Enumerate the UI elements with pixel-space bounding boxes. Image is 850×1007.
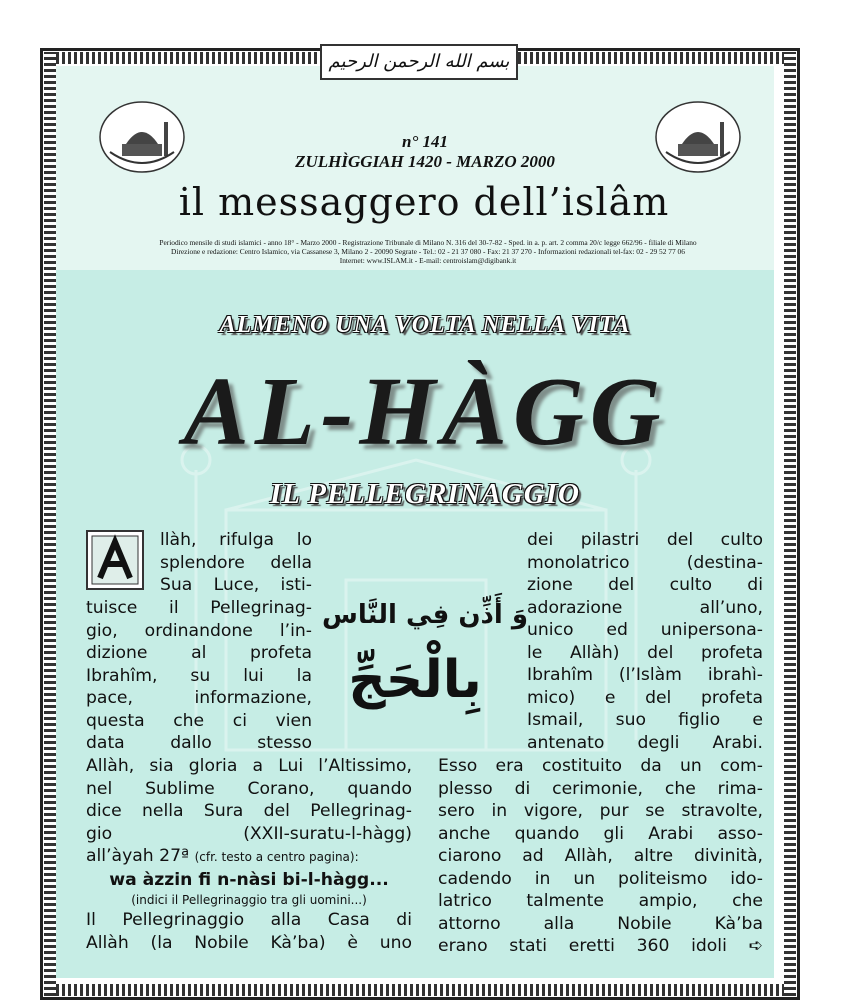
transliteration: wa àzzin fi n-nàsi bi-l-hàgg... xyxy=(109,869,389,890)
imprint-line: Periodico mensile di studi islamici - anno 18° - Marzo 2000 - Registrazione Tribunale di Milano N. 316 del 30-7-82 - Sped. in a. p. art. 2 comma 20/c legge 662/96 - filiale di Milano xyxy=(159,238,697,247)
text-line: erano stati eretti 360 idoli ➪ xyxy=(438,936,763,956)
kicker: ALMENO UNA VOLTA NELLA VITA xyxy=(219,312,631,338)
text-line: tuisce il Pellegrinag- xyxy=(86,598,312,618)
text-line: Ibrahîm (l’Islàm ibrahì- xyxy=(527,665,763,685)
text-line: dizione al profeta xyxy=(86,643,312,663)
text-line: attorno alla Nobile Kà’ba xyxy=(438,913,763,934)
col-right-top xyxy=(527,529,763,754)
imprint-line: Internet: www.ISLAM.it - E-mail: centroislam@digibank.it xyxy=(339,256,517,265)
text-line: dei pilastri del culto xyxy=(527,530,763,550)
text-line: dice nella Sura del Pellegrinag- xyxy=(86,801,412,821)
basmala: بسم الله الرحمن الرحيم xyxy=(320,44,518,80)
text-line: mico) e del profeta xyxy=(527,687,763,708)
text-line: sero in vigore, pur se stravolte, xyxy=(438,801,763,821)
text-line: antenato degli Arabi. xyxy=(527,732,763,753)
text-line xyxy=(86,845,412,869)
text-line: latrico talmente ampio, che xyxy=(438,891,763,911)
col-right-bottom xyxy=(438,755,763,958)
text-line: plesso di cerimonie, che rima- xyxy=(438,778,763,799)
text-line: Allàh, sia gloria a Lui l’Altissimo, xyxy=(86,756,412,776)
text-line: Allàh (la Nobile Kà’ba) è uno xyxy=(86,932,412,953)
border-bottom xyxy=(44,984,796,996)
text-line: Sua Luce, isti- xyxy=(160,575,312,595)
ayah-ref: all’àyah 27ª xyxy=(86,846,190,866)
issue-number: n° 141 xyxy=(401,132,448,151)
col-left-top xyxy=(160,529,312,597)
border-right xyxy=(784,52,796,996)
text-line: data dallo stesso xyxy=(86,733,312,753)
text-line: nel Sublime Corano, quando xyxy=(86,778,412,799)
text-line: anche quando gli Arabi asso- xyxy=(438,823,763,844)
text-line: questa che ci vien xyxy=(86,710,312,731)
text-line: le Allàh) del profeta xyxy=(527,642,763,663)
text-line: ciarono ad Allàh, altre divinità, xyxy=(438,846,763,866)
text-line: Il Pellegrinaggio alla Casa di xyxy=(86,910,412,930)
text-line: Ismail, suo figlio e xyxy=(527,710,763,730)
col-left-bottom xyxy=(86,755,412,954)
initial-a-icon xyxy=(86,530,144,590)
text-line: Ibrahîm, su lui la xyxy=(86,665,312,686)
text-line: cadendo in un politeismo ido- xyxy=(438,868,763,889)
text-line: splendore della xyxy=(160,552,312,573)
text-line: Esso era costituito da un com- xyxy=(438,756,763,776)
masthead: il messaggero dell’islâm xyxy=(178,180,670,224)
text-line: llàh, rifulga lo xyxy=(160,530,312,550)
article-subtitle: IL PELLEGRINAGGIO xyxy=(270,478,580,510)
article-title: AL-HÀGG xyxy=(183,358,667,466)
arabic-verse-line2: بِالْحَجِّ xyxy=(348,650,482,710)
text-line: gio, ordinandone l’in- xyxy=(86,620,312,641)
arabic-verse-line1: وَ أَذِّن فِي النَّاس xyxy=(321,600,528,630)
border-left xyxy=(44,52,56,996)
text-line: unico ed unipersona- xyxy=(527,620,763,640)
text-line: monolatrico (destina- xyxy=(527,552,763,573)
ref-note: (cfr. testo a centro pagina): xyxy=(194,850,359,864)
text-line: pace, informazione, xyxy=(86,688,312,708)
text-line: zione del culto di xyxy=(527,575,763,595)
imprint-line: Direzione e redazione: Centro Islamico, via Cassanese 3, Milano 2 - 20090 Segrate - Tel.: 02 - 21 37 080 - Fax: 21 37 270 - Informazioni redazionali tel-fax: 02 - 29 52 77 06 xyxy=(171,247,685,256)
col-left-mid xyxy=(86,597,312,755)
translation: (indici il Pellegrinaggio tra gli uomini...) xyxy=(131,893,367,907)
text-line: adorazione all’uno, xyxy=(527,597,763,618)
text-line: gio (XXII-suratu-l-hàgg) xyxy=(86,823,412,844)
issue-date: ZULHÌGGIAH 1420 - MARZO 2000 xyxy=(295,152,555,171)
